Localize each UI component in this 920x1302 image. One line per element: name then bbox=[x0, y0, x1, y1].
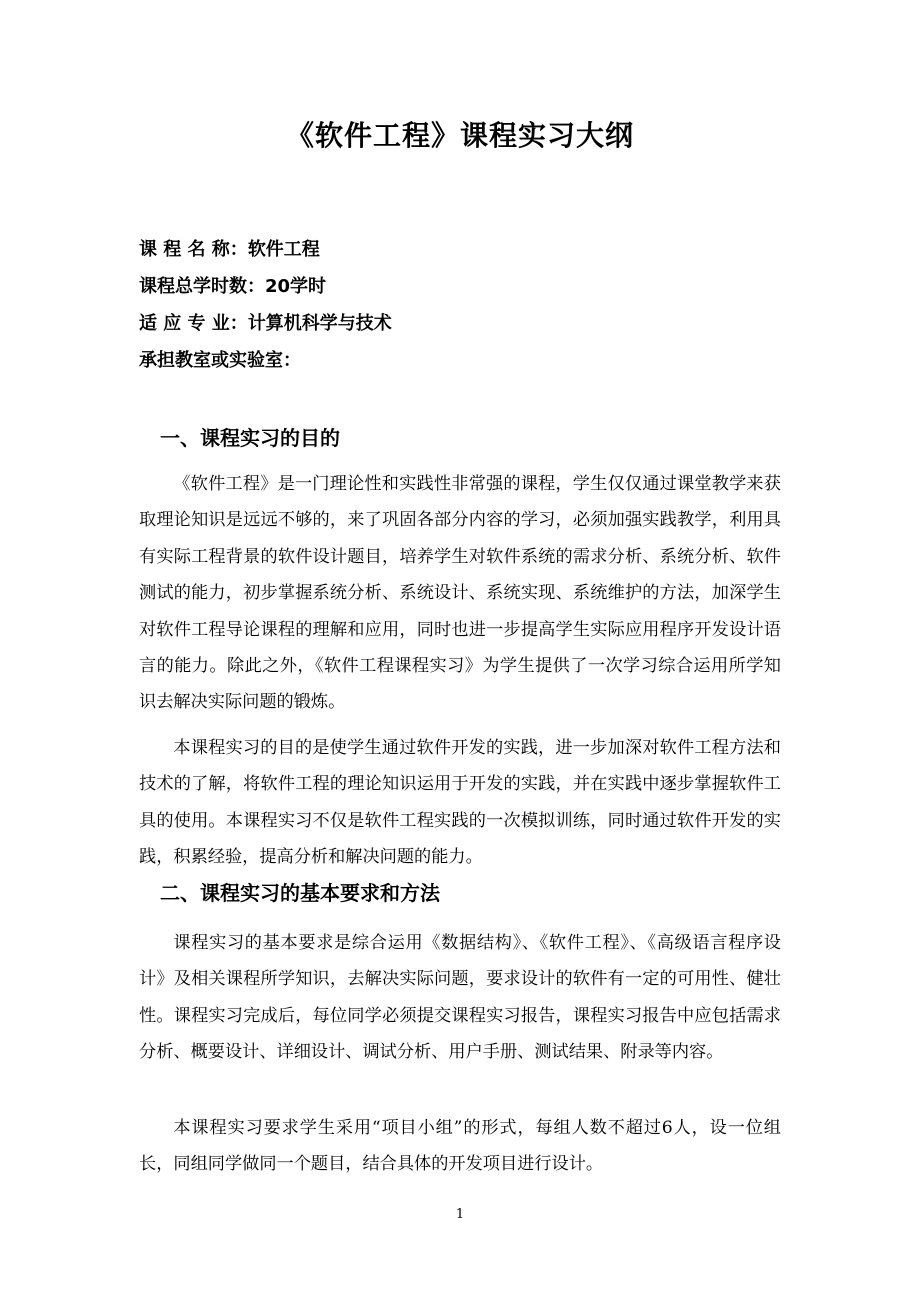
document-title: 《软件工程》课程实习大纲 bbox=[285, 119, 634, 152]
meta-label: 课程总学时数： bbox=[139, 276, 265, 297]
paragraph-purpose-1: 《软件工程》是一门理论性和实践性非常强的课程，学生仅仅通过课堂教学来获取理论知识是远远不够的，来了巩固各部分内容的学习，必须加强实践教学，利用具有实际工程背景的软件设计题目，培养学生对软件系统的需求分析、系统分析、软件测试的能力，初步掌握系统分析、系统设计、系统实现、系统维护的方法，加深学生对软件工程导论课程的理解和应用，同时也进一步提高学生实际应用程序开发设计语言的能力。除此之外，《软件工程课程实习》为学生提供了一次学习综合运用所学知识去解决实际问题的锻炼。 bbox=[139, 474, 781, 713]
meta-value: 20学时 bbox=[265, 276, 327, 297]
section-heading-requirements: 二、课程实习的基本要求和方法 bbox=[160, 881, 440, 905]
paragraph-requirements-1: 课程实习的基本要求是综合运用《数据结构》、《软件工程》、《高级语言程序设计》及相关课程所学知识，去解决实际问题，要求设计的软件有一定的可用性、健壮性。课程实习完成后，每位同学必须提交课程实习报告，课程实习报告中应包括需求分析、概要设计、详细设计、调试分析、用户手册、测试结果、附录等内容。 bbox=[139, 933, 781, 1063]
meta-course-name bbox=[139, 237, 799, 263]
paragraph-purpose-2: 本课程实习的目的是使学生通过软件开发的实践，进一步加深对软件工程方法和技术的了解，将软件工程的理论知识运用于开发的实践，并在实践中逐步掌握软件工具的使用。本课程实习不仅是软件工程实践的一次模拟训练，同时通过软件开发的实践，积累经验，提高分析和解决问题的能力。 bbox=[139, 738, 781, 868]
meta-value: 软件工程 bbox=[247, 239, 320, 260]
meta-label: 承担教室或实验室： bbox=[139, 350, 301, 371]
meta-label: 适 应 专 业： bbox=[139, 313, 248, 334]
meta-major bbox=[139, 311, 799, 337]
meta-value: 计算机科学与技术 bbox=[247, 313, 392, 334]
paragraph-requirements-2: 本课程实习要求学生采用“项目小组”的形式，每组人数不超过6人，设一位组长，同组同学做同一个题目，结合具体的开发项目进行设计。 bbox=[139, 1118, 781, 1175]
meta-total-hours bbox=[139, 274, 799, 300]
page-number: 1 bbox=[455, 1207, 465, 1222]
meta-label: 课 程 名 称： bbox=[139, 239, 248, 260]
meta-lab bbox=[139, 348, 799, 374]
section-heading-purpose: 一、课程实习的目的 bbox=[160, 426, 340, 450]
